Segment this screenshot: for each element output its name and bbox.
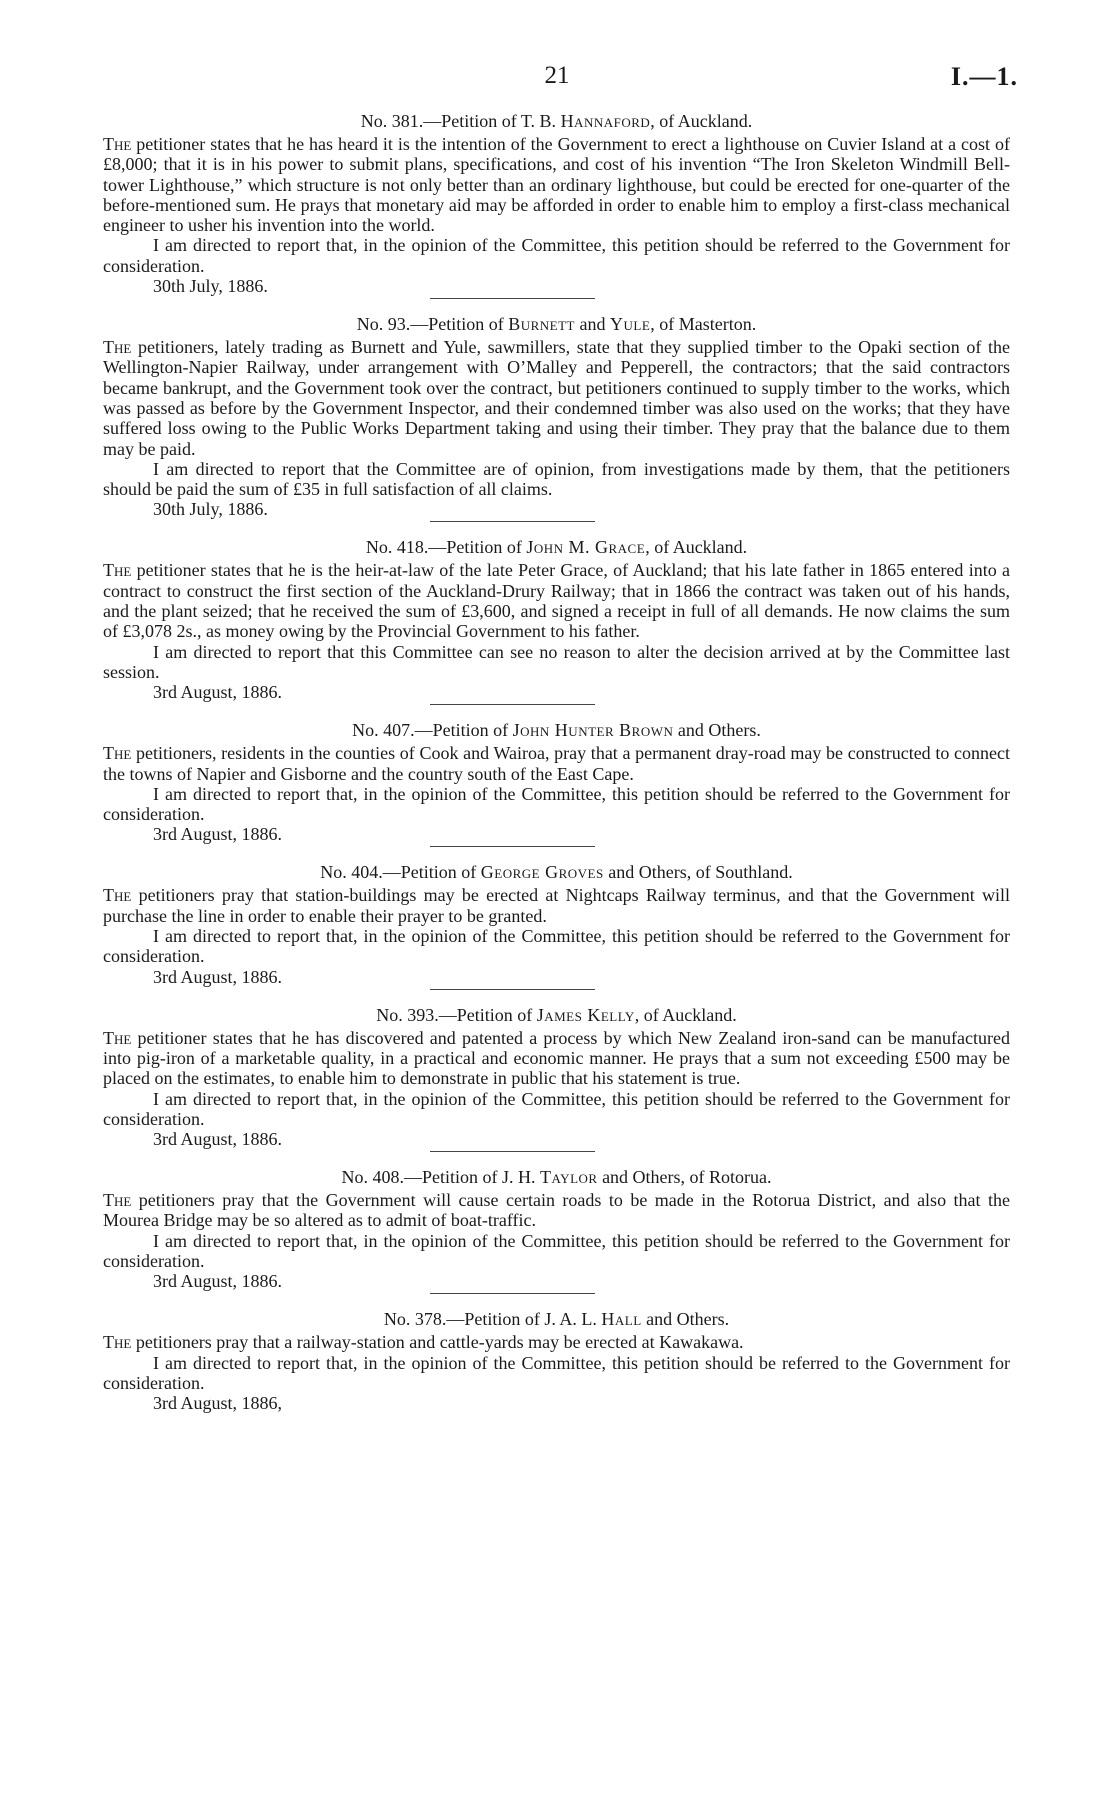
body-text: petitioner states that he is the heir-at-law of the late Peter Grace, of Auckland; that his late father in 1865 entered into a contract to construct the first section of the Auckland-Drury Railway; that in 1866 the contract was taken out of his hands, and the plant seized; that he received the sum of £3,600, and signed a receipt in full of all demands. He now claims the sum of £3,078 2s., as money owing by the Provincial Government to his father. — [103, 560, 1010, 642]
title-text: No. 378.—Petition of J. A. L. — [383, 1309, 602, 1330]
report-date: 30th July, 1886. — [153, 276, 268, 297]
body-text: petitioner states that he has heard it is the intention of the Government to erect a lighthouse on Cuvier Island at a cost of £8,000; that it is in his power to submit plans, specifications, and cost of his invention “The Iron Skeleton Windmill Bell-tower Lighthouse,” which structure is not only better than an ordinary lighthouse, but could be erected for one-quarter of the before-mentioned sum. He prays that monetary aid may be afforded in order to enable him to employ a first-class mechanical engineer to usher his invention into the world. — [103, 134, 1010, 236]
petition-title — [103, 1004, 1010, 1026]
petitioner-name: Yule — [610, 314, 651, 335]
petition-body — [103, 337, 1010, 459]
petition-93 — [103, 313, 1010, 522]
lead-word: The — [103, 1332, 132, 1353]
lead-word: The — [103, 134, 132, 154]
lead-word: The — [103, 885, 132, 906]
body-text: petitioners pray that the Government will cause certain roads to be made in the Rotorua District, and also that the Mourea Bridge may be so altered as to admit of boat-traffic. — [103, 1190, 1010, 1231]
petition-381 — [103, 110, 1010, 299]
petition-418 — [103, 536, 1010, 705]
report-date: 3rd August, 1886. — [153, 1129, 283, 1150]
petition-404 — [103, 861, 1010, 989]
petitioner-name: John M. Grace — [526, 537, 646, 558]
petition-407 — [103, 719, 1010, 847]
petition-body — [103, 743, 1010, 784]
title-text: No. 407.—Petition of — [352, 720, 513, 741]
petitioner-name: Taylor — [539, 1167, 598, 1188]
report-date: 3rd August, 1886. — [153, 682, 283, 703]
lead-word: The — [103, 743, 132, 764]
body-text: petitioners, lately trading as Burnett and Yule, sawmillers, state that they supplied timber to the Opaki section of the Wellington-Napier Railway, under arrangement with O’Malley and Pepperell, the contractors; that the said contractors became bankrupt, and the Government took over the contract, but petitioners continued to supply timber to the works, which was passed as before by the Government Inspector, and their condemned timber was also used on the works; that they have suffered loss owing to the Public Works Department taking and using their timber. They pray that the balance due to them may be paid. — [103, 337, 1010, 459]
petition-body — [103, 1190, 1010, 1231]
title-text: and — [575, 314, 610, 335]
lead-word: The — [103, 337, 132, 358]
committee-report: I am directed to report that, in the opinion of the Committee, this petition should be referred to the Government for consideration. — [103, 783, 1010, 825]
title-text: No. 418.—Petition of — [365, 537, 527, 558]
title-text: and Others, of Southland. — [603, 862, 793, 883]
title-text: No. 408.—Petition of J. H. — [341, 1167, 540, 1188]
petitioner-name: Hall — [601, 1309, 642, 1330]
body-text: petitioner states that he has discovered and patented a process by which New Zealand iron-sand can be manufactured into pig-iron of a marketable quality, in a practical and economic manner. He prays that a sum not exceeding £500 may be placed on the estimates, to enable him to demonstrate in public that his statement is true. — [103, 1027, 1010, 1089]
petitioner-name: James Kelly — [536, 1004, 635, 1025]
report-date: 30th July, 1886. — [153, 499, 268, 520]
petition-title — [103, 861, 1010, 883]
petitioner-name: George Groves — [480, 862, 604, 883]
title-text: , of Auckland. — [650, 111, 753, 131]
lead-word: The — [103, 1190, 132, 1211]
title-text: No. 93.—Petition of — [356, 314, 509, 335]
petition-408 — [103, 1166, 1010, 1294]
petition-title — [103, 313, 1010, 335]
page-number: 21 — [544, 62, 570, 89]
title-text: , of Auckland. — [634, 1004, 737, 1025]
petition-title — [103, 536, 1010, 558]
report-date: 3rd August, 1886. — [153, 966, 283, 987]
report-date: 3rd August, 1886. — [153, 1271, 283, 1292]
lead-word: The — [103, 560, 132, 581]
petition-body — [103, 1332, 1010, 1352]
committee-report: I am directed to report that, in the opinion of the Committee, this petition should be referred to the Government for consideration. — [103, 926, 1010, 967]
title-text: , of Auckland. — [645, 537, 748, 558]
petition-title — [103, 1166, 1010, 1188]
committee-report: I am directed to report that the Committee are of opinion, from investigations made by them, that the petitioners should be paid the sum of £35 in full satisfaction of all claims. — [103, 458, 1010, 500]
petition-body — [103, 560, 1010, 641]
title-text: No. 393.—Petition of — [376, 1004, 537, 1025]
petition-378 — [103, 1308, 1010, 1413]
page-header — [0, 62, 1114, 94]
lead-word: The — [103, 1027, 132, 1048]
petition-body — [103, 885, 1010, 926]
committee-report: I am directed to report that, in the opinion of the Committee, this petition should be referred to the Government for consideration. — [103, 1230, 1010, 1271]
petitioner-name: John Hunter Brown — [512, 720, 674, 741]
committee-report: I am directed to report that, in the opinion of the Committee, this petition should be referred to the Government for consideration. — [103, 1088, 1010, 1129]
title-text: , of Masterton. — [650, 314, 757, 335]
petitions-list — [103, 110, 1010, 1413]
petition-title — [103, 719, 1010, 741]
committee-report: I am directed to report that, in the opinion of the Committee, this petition should be referred to the Government for consideration. — [103, 235, 1010, 276]
title-text: No. 381.—Petition of T. B. — [360, 111, 561, 131]
petitioner-name: Hannaford — [560, 111, 651, 131]
petition-title — [103, 1308, 1010, 1330]
title-text: No. 404.—Petition of — [320, 862, 481, 883]
petition-body — [103, 1028, 1010, 1089]
body-text: petitioners pray that station-buildings may be erected at Nightcaps Railway terminus, and that the Government will purchase the line in order to enable their prayer to be granted. — [103, 885, 1010, 926]
body-text: petitioners, residents in the counties of Cook and Wairoa, pray that a permanent dray-road may be constructed to connect the towns of Napier and Gisborne and the country south of the East Cape. — [103, 743, 1010, 784]
petitioner-name: Burnett — [508, 314, 575, 335]
petition-body — [103, 134, 1010, 235]
committee-report: I am directed to report that, in the opinion of the Committee, this petition should be referred to the Government for consideration. — [103, 1352, 1010, 1393]
petition-393 — [103, 1004, 1010, 1152]
document-reference: I.—1. — [950, 62, 1018, 91]
title-text: and Others. — [641, 1309, 730, 1330]
body-text: petitioners pray that a railway-station and cattle-yards may be erected at Kawakawa. — [131, 1332, 744, 1353]
report-date: 3rd August, 1886. — [153, 824, 283, 845]
title-text: and Others. — [673, 720, 761, 741]
report-date: 3rd August, 1886, — [153, 1393, 283, 1414]
committee-report: I am directed to report that this Committee can see no reason to alter the decision arrived at by the Committee last session. — [103, 641, 1010, 682]
title-text: and Others, of Rotorua. — [597, 1167, 772, 1188]
petition-title — [103, 110, 1010, 132]
